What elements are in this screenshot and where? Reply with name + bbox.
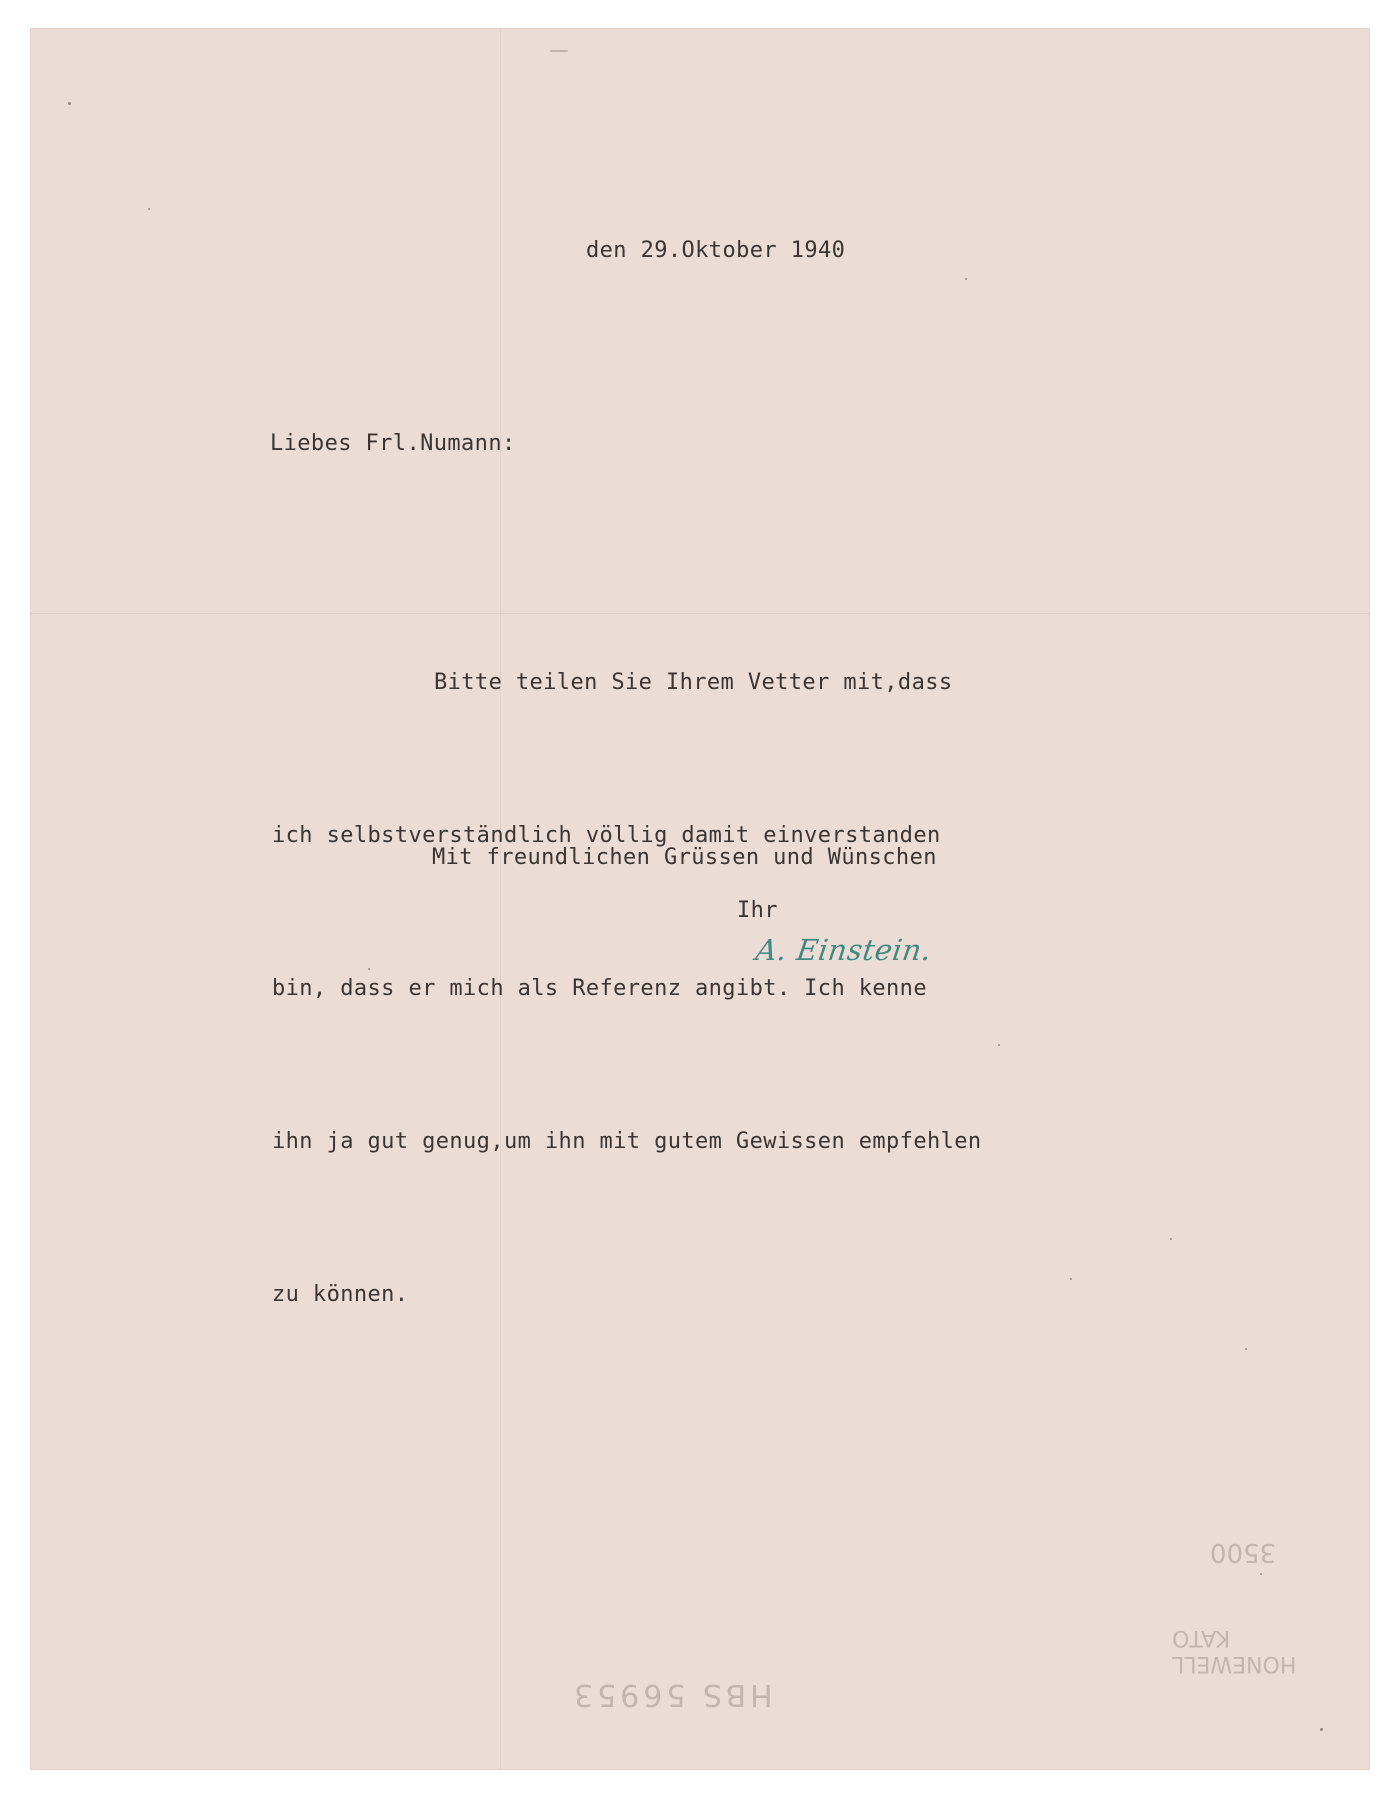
letterhead-line [533, 110, 893, 130]
paper-speck [1320, 1728, 1323, 1731]
body-line: Bitte teilen Sie Ihrem Vetter mit,dass [434, 670, 953, 695]
letter-closing: Mit freundlichen Grüssen und Wünschen [432, 845, 937, 870]
body-line: bin, dass er mich als Referenz angibt. Ich kenne [272, 976, 927, 1001]
body-line: zu können. [272, 1282, 409, 1307]
paper-speck [1260, 1573, 1262, 1575]
paper-speck [1170, 1238, 1172, 1240]
letter-date: den 29.Oktober 1940 [586, 238, 846, 263]
body-line: ich selbstverständlich völlig damit einverstanden [272, 823, 941, 848]
paper-speck [1070, 1278, 1072, 1280]
paper-mark [550, 50, 568, 52]
pencil-collection-note [1172, 1624, 1296, 1676]
letterhead-line [533, 90, 893, 110]
handwritten-signature: A. Einstein. [753, 933, 934, 967]
collection-note-line: KATO [1172, 1625, 1231, 1650]
paper-speck [1245, 1348, 1247, 1350]
paper-speck [68, 102, 71, 105]
letter-greeting: Liebes Frl.Numann: [270, 431, 516, 456]
body-line: ihn ja gut genug,um ihn mit gutem Gewissen empfehlen [272, 1129, 982, 1154]
paper-speck [965, 278, 967, 280]
paper-speck [998, 1044, 1000, 1046]
pencil-catalog-number: HBS 56953 [570, 1677, 773, 1712]
faded-letterhead [533, 70, 893, 150]
letter-closing-word: Ihr [737, 898, 778, 923]
letterhead-line [533, 130, 893, 150]
letterhead-line [533, 70, 893, 90]
paper-speck [148, 208, 150, 210]
collection-note-line: HONEWELL [1172, 1651, 1297, 1676]
pencil-price-note: 3500 [1210, 1537, 1277, 1567]
